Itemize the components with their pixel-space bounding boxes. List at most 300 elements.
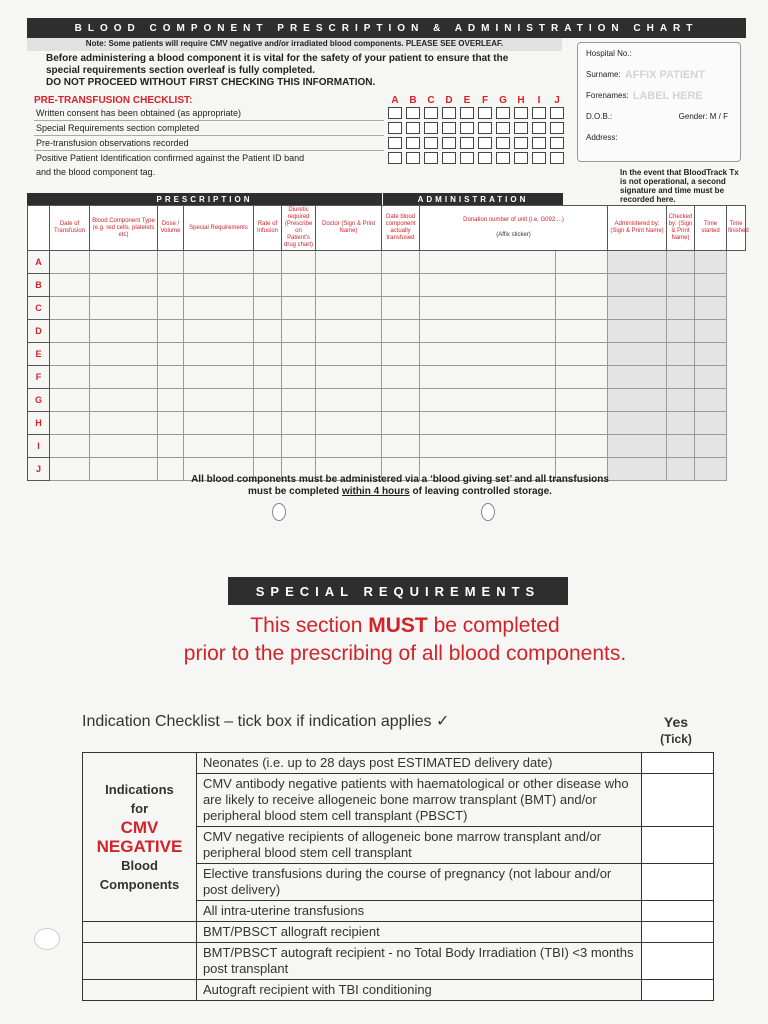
checklist-checkbox[interactable]	[442, 122, 456, 134]
entry-cell[interactable]	[282, 251, 316, 274]
entry-cell[interactable]	[556, 389, 608, 412]
column-header: Dose / Volume	[158, 206, 184, 251]
entry-cell[interactable]	[158, 251, 184, 274]
entry-cell[interactable]	[667, 435, 695, 458]
group-label: CMV	[120, 818, 159, 837]
entry-cell[interactable]	[608, 274, 667, 297]
column-header: Doctor (Sign & Print Name)	[316, 206, 382, 251]
entry-cell[interactable]	[382, 389, 420, 412]
entry-cell[interactable]	[382, 412, 420, 435]
checklist-checkbox[interactable]	[460, 122, 474, 134]
entry-cell[interactable]	[316, 297, 382, 320]
entry-cell[interactable]	[608, 251, 667, 274]
administration-band	[383, 193, 563, 205]
checklist-checkbox[interactable]	[406, 107, 420, 119]
punch-hole-icon	[34, 928, 60, 950]
entry-cell[interactable]	[282, 366, 316, 389]
entry-cell[interactable]	[382, 297, 420, 320]
entry-cell[interactable]	[184, 320, 254, 343]
prescription-band	[27, 193, 382, 205]
transfusion-row	[28, 366, 746, 389]
checklist-checkbox[interactable]	[532, 137, 546, 149]
entry-cell[interactable]	[50, 435, 90, 458]
column-header: Time started	[695, 206, 727, 251]
entry-cell[interactable]	[184, 274, 254, 297]
entry-cell[interactable]	[90, 274, 158, 297]
checklist-checkbox[interactable]	[532, 122, 546, 134]
checklist-checkbox[interactable]	[478, 137, 492, 149]
checklist-checkbox[interactable]	[478, 152, 492, 164]
entry-cell[interactable]	[90, 343, 158, 366]
indication-text: Neonates (i.e. up to 28 days post ESTIMATED delivery date)	[196, 753, 641, 774]
must-line-1	[110, 612, 700, 640]
entry-cell[interactable]	[184, 297, 254, 320]
checklist-letter: G	[499, 95, 507, 106]
entry-cell[interactable]	[608, 343, 667, 366]
checklist-checkbox[interactable]	[424, 137, 438, 149]
column-header: Checked by: (Sign & Print Name)	[667, 206, 695, 251]
yes-tick-header	[640, 714, 712, 748]
checklist-checkbox[interactable]	[478, 107, 492, 119]
entry-cell[interactable]	[316, 251, 382, 274]
entry-cell[interactable]	[316, 412, 382, 435]
checklist-checkbox[interactable]	[388, 107, 402, 119]
entry-cell[interactable]	[282, 435, 316, 458]
group-blank	[83, 943, 197, 980]
row-label: J	[28, 458, 50, 481]
entry-cell[interactable]	[695, 389, 727, 412]
checklist-checkbox[interactable]	[424, 107, 438, 119]
checklist-checkbox[interactable]	[532, 107, 546, 119]
group-label: Blood	[121, 858, 158, 873]
tick-box[interactable]	[642, 980, 714, 1001]
column-header: Date blood component actually transfused	[382, 206, 420, 251]
footer-part-c: of leaving controlled storage.	[409, 486, 552, 497]
entry-cell[interactable]	[608, 366, 667, 389]
entry-cell[interactable]	[158, 412, 184, 435]
transfusion-grid	[27, 205, 749, 481]
row-label: E	[28, 343, 50, 366]
entry-cell[interactable]	[90, 366, 158, 389]
footer-line-2	[110, 486, 690, 498]
indication-text: All intra-uterine transfusions	[196, 901, 641, 922]
checklist-checkbox[interactable]	[442, 152, 456, 164]
checklist-item-cont-label: and the blood component tag.	[36, 167, 156, 177]
entry-cell[interactable]	[50, 343, 90, 366]
group-blank	[83, 922, 197, 943]
checklist-checkbox[interactable]	[550, 122, 564, 134]
group-label: Components	[99, 877, 180, 892]
entry-cell[interactable]	[90, 320, 158, 343]
checklist-checkbox[interactable]	[406, 152, 420, 164]
tick-box[interactable]	[642, 753, 714, 774]
administration-footer	[110, 474, 690, 498]
row-label: I	[28, 435, 50, 458]
checklist-checkbox[interactable]	[406, 122, 420, 134]
address-label: Address:	[586, 133, 618, 142]
special-requirements-band	[228, 577, 568, 605]
tick-box[interactable]	[642, 922, 714, 943]
tick-box[interactable]	[642, 901, 714, 922]
entry-cell[interactable]	[556, 435, 608, 458]
entry-cell[interactable]	[382, 366, 420, 389]
hospital-no-label: Hospital No.:	[586, 49, 632, 58]
entry-cell[interactable]	[667, 412, 695, 435]
yes-label: Yes	[663, 714, 689, 730]
transfusion-row	[28, 389, 746, 412]
entry-cell[interactable]	[695, 366, 727, 389]
checklist-checkbox[interactable]	[514, 152, 528, 164]
entry-cell[interactable]	[420, 435, 556, 458]
checklist-checkbox[interactable]	[550, 152, 564, 164]
row-label: A	[28, 251, 50, 274]
entry-cell[interactable]	[667, 274, 695, 297]
address-field[interactable]	[578, 127, 740, 148]
entry-cell[interactable]	[556, 297, 608, 320]
checklist-item	[34, 121, 564, 136]
column-header: Rate of Infusion	[254, 206, 282, 251]
checklist-letter: H	[517, 95, 525, 106]
column-header: Time finished	[727, 206, 746, 251]
entry-cell[interactable]	[420, 297, 556, 320]
entry-cell[interactable]	[695, 435, 727, 458]
row-label: G	[28, 389, 50, 412]
entry-cell[interactable]	[50, 297, 90, 320]
checklist-letter: D	[445, 95, 453, 106]
checklist-checkbox[interactable]	[478, 122, 492, 134]
checklist-checkbox[interactable]	[496, 122, 510, 134]
entry-cell[interactable]	[184, 343, 254, 366]
entry-cell[interactable]	[695, 343, 727, 366]
entry-cell[interactable]	[184, 412, 254, 435]
overleaf-note-text: Note: Some patients will require CMV negative and/or irradiated blood components. PLEASE SEE OVERLEAF.	[85, 39, 504, 48]
chart-title-band	[27, 18, 746, 38]
checklist-letter: J	[554, 95, 560, 106]
must-part-a: This section	[250, 614, 369, 637]
checklist-title: PRE-TRANSFUSION CHECKLIST:	[34, 95, 193, 106]
checklist-item-continuation	[34, 165, 564, 179]
indication-checklist-title: Indication Checklist – tick box if indication applies ✓	[82, 713, 450, 730]
punch-hole-icon	[481, 503, 495, 521]
checklist-checkbox[interactable]	[424, 152, 438, 164]
entry-cell[interactable]	[50, 274, 90, 297]
punch-hole-icon	[272, 503, 286, 521]
warning-line-3: DO NOT PROCEED WITHOUT FIRST CHECKING THIS INFORMATION.	[46, 77, 376, 88]
entry-cell[interactable]	[420, 343, 556, 366]
checklist-letter: A	[391, 95, 399, 106]
must-part-c: be completed	[427, 614, 560, 637]
checklist-item-label: Pre-transfusion observations recorded	[34, 136, 384, 151]
entry-cell[interactable]	[158, 435, 184, 458]
checklist-item-label: Written consent has been obtained (as appropriate)	[34, 106, 384, 121]
hospital-no-field[interactable]	[578, 43, 740, 64]
column-header: Administered by: (Sign & Print Name)	[608, 206, 667, 251]
indication-text: Elective transfusions during the course of pregnancy (not labour and/or post delivery)	[196, 864, 641, 901]
group-label: for	[130, 801, 149, 816]
entry-cell[interactable]	[316, 320, 382, 343]
entry-cell[interactable]	[90, 412, 158, 435]
entry-cell[interactable]	[316, 343, 382, 366]
checklist-checkbox[interactable]	[514, 107, 528, 119]
entry-cell[interactable]	[184, 251, 254, 274]
checklist-rows	[34, 106, 564, 179]
entry-cell[interactable]	[254, 412, 282, 435]
checklist-letter: B	[409, 95, 417, 106]
forenames-field[interactable]	[578, 85, 740, 106]
entry-cell[interactable]	[158, 320, 184, 343]
dob-gender-field[interactable]	[578, 106, 740, 127]
tick-box[interactable]	[642, 774, 714, 827]
indication-row	[83, 980, 714, 1001]
group-label: NEGATIVE	[96, 837, 183, 856]
prescription-label: PRESCRIPTION	[156, 194, 253, 204]
checklist-checkbox[interactable]	[496, 137, 510, 149]
warning-line-2: special requirements section overleaf is fully completed.	[46, 65, 315, 76]
entry-cell[interactable]	[667, 389, 695, 412]
column-header	[420, 206, 608, 251]
entry-cell[interactable]	[282, 412, 316, 435]
checklist-checkbox[interactable]	[460, 107, 474, 119]
checklist-checkbox[interactable]	[424, 122, 438, 134]
entry-cell[interactable]	[667, 297, 695, 320]
checklist-item	[34, 106, 564, 121]
entry-cell[interactable]	[50, 389, 90, 412]
entry-cell[interactable]	[50, 320, 90, 343]
entry-cell[interactable]	[382, 320, 420, 343]
entry-cell[interactable]	[556, 320, 608, 343]
pre-transfusion-checklist	[34, 95, 564, 179]
entry-cell[interactable]	[282, 343, 316, 366]
label-here-text: LABEL HERE	[632, 89, 703, 102]
row-label: C	[28, 297, 50, 320]
surname-field[interactable]	[578, 64, 740, 85]
must-complete-notice	[110, 612, 700, 668]
entry-cell[interactable]	[382, 435, 420, 458]
entry-cell[interactable]	[158, 389, 184, 412]
group-blank	[83, 980, 197, 1001]
transfusion-row	[28, 343, 746, 366]
transfusion-row	[28, 435, 746, 458]
tick-box[interactable]	[642, 943, 714, 980]
checklist-checkbox[interactable]	[514, 137, 528, 149]
checklist-letter: F	[481, 95, 489, 106]
entry-cell[interactable]	[382, 251, 420, 274]
checklist-checkbox[interactable]	[388, 152, 402, 164]
dob-label: D.O.B.:	[586, 112, 613, 121]
special-requirements-title: SPECIAL REQUIREMENTS	[255, 583, 541, 599]
checklist-checkbox[interactable]	[442, 107, 456, 119]
entry-cell[interactable]	[420, 251, 556, 274]
entry-cell[interactable]	[254, 435, 282, 458]
entry-cell[interactable]	[90, 297, 158, 320]
entry-cell[interactable]	[158, 343, 184, 366]
tick-label: (Tick)	[660, 732, 692, 746]
indication-text: Autograft recipient with TBI conditioning	[196, 980, 641, 1001]
entry-cell[interactable]	[608, 389, 667, 412]
cmv-negative-group	[83, 753, 197, 922]
entry-cell[interactable]	[316, 274, 382, 297]
transfusion-row	[28, 251, 746, 274]
transfusion-row	[28, 297, 746, 320]
column-header: Diuretic required (Prescribe on Patient's drug chart)	[282, 206, 316, 251]
must-word: MUST	[368, 614, 428, 637]
checklist-letters	[388, 95, 564, 106]
checklist-checkbox[interactable]	[406, 137, 420, 149]
checklist-boxes	[384, 136, 564, 151]
surname-label: Surname:	[586, 70, 621, 79]
entry-cell[interactable]	[667, 320, 695, 343]
checklist-checkbox[interactable]	[442, 137, 456, 149]
entry-cell[interactable]	[695, 320, 727, 343]
checklist-boxes	[384, 106, 564, 121]
entry-cell[interactable]	[316, 435, 382, 458]
footer-line-1: All blood components must be administered via a ‘blood giving set’ and all transfusions	[191, 474, 609, 485]
must-line-2: prior to the prescribing of all blood components.	[183, 642, 627, 665]
entry-cell[interactable]	[316, 389, 382, 412]
checklist-letter: I	[537, 95, 541, 106]
checklist-boxes	[384, 121, 564, 136]
column-header: Special Requirements	[184, 206, 254, 251]
patient-label-box	[577, 42, 741, 162]
entry-cell[interactable]	[158, 297, 184, 320]
entry-cell[interactable]	[254, 297, 282, 320]
entry-cell[interactable]	[158, 274, 184, 297]
entry-cell[interactable]	[50, 251, 90, 274]
entry-cell[interactable]	[382, 343, 420, 366]
entry-cell[interactable]	[282, 274, 316, 297]
entry-cell[interactable]	[695, 274, 727, 297]
entry-cell[interactable]	[420, 412, 556, 435]
tick-box[interactable]	[642, 864, 714, 901]
entry-cell[interactable]	[158, 366, 184, 389]
entry-cell[interactable]	[556, 251, 608, 274]
entry-cell[interactable]	[254, 320, 282, 343]
checklist-letter: C	[427, 95, 435, 106]
checklist-item-label: Positive Patient Identification confirmed against the Patient ID band	[36, 153, 305, 163]
entry-cell[interactable]	[382, 274, 420, 297]
entry-cell[interactable]	[90, 389, 158, 412]
entry-cell[interactable]	[254, 343, 282, 366]
checklist-checkbox[interactable]	[388, 122, 402, 134]
donation-number-label: Donation number of unit (i.e. G092....)	[463, 217, 564, 223]
tick-box[interactable]	[642, 827, 714, 864]
entry-cell[interactable]	[184, 389, 254, 412]
forenames-label: Forenames:	[586, 91, 629, 100]
checklist-checkbox[interactable]	[532, 152, 546, 164]
indication-text: CMV negative recipients of allogeneic bone marrow transplant and/or peripheral blood stem cell transplant	[196, 827, 641, 864]
entry-cell[interactable]	[254, 274, 282, 297]
entry-cell[interactable]	[282, 297, 316, 320]
grid-corner	[28, 206, 50, 251]
entry-cell[interactable]	[556, 343, 608, 366]
entry-cell[interactable]	[90, 435, 158, 458]
entry-cell[interactable]	[695, 458, 727, 481]
row-label: H	[28, 412, 50, 435]
checklist-checkbox[interactable]	[550, 107, 564, 119]
overleaf-note	[27, 38, 562, 51]
checklist-checkbox[interactable]	[460, 152, 474, 164]
entry-cell[interactable]	[282, 389, 316, 412]
affix-sticker-label: (Affix sticker)	[496, 232, 531, 238]
group-label: Indications	[105, 782, 174, 797]
entry-cell[interactable]	[316, 366, 382, 389]
footer-4-hours: within 4 hours	[341, 486, 410, 497]
checklist-item-label: Special Requirements section completed	[34, 121, 384, 136]
entry-cell[interactable]	[50, 366, 90, 389]
checklist-checkbox[interactable]	[550, 137, 564, 149]
checklist-item	[34, 136, 564, 151]
checklist-letter: E	[463, 95, 471, 106]
entry-cell[interactable]	[608, 412, 667, 435]
indication-text: CMV antibody negative patients with haematological or other disease who are likely to receive allogeneic bone marrow transplant (BMT) and/or peripheral blood stem cell transplant (PBSCT)	[196, 774, 641, 827]
entry-cell[interactable]	[50, 458, 90, 481]
checklist-checkbox[interactable]	[388, 137, 402, 149]
administration-label: ADMINISTRATION	[417, 194, 529, 204]
column-header: Blood Component Type (e.g. red cells, platelets etc)	[90, 206, 158, 251]
entry-cell[interactable]	[254, 389, 282, 412]
entry-cell[interactable]	[90, 251, 158, 274]
entry-cell[interactable]	[420, 320, 556, 343]
entry-cell[interactable]	[608, 435, 667, 458]
transfusion-row	[28, 274, 746, 297]
entry-cell[interactable]	[556, 274, 608, 297]
entry-cell[interactable]	[608, 297, 667, 320]
indication-row	[83, 922, 714, 943]
entry-cell[interactable]	[254, 366, 282, 389]
indication-row	[83, 753, 714, 774]
entry-cell[interactable]	[420, 389, 556, 412]
row-label: F	[28, 366, 50, 389]
entry-cell[interactable]	[184, 366, 254, 389]
warning-line-1: Before administering a blood component it is vital for the safety of your patient to ensure that the	[46, 53, 509, 64]
checklist-checkbox[interactable]	[496, 152, 510, 164]
entry-cell[interactable]	[184, 435, 254, 458]
row-label: B	[28, 274, 50, 297]
checklist-item	[34, 151, 564, 165]
affix-patient-text: AFFIX PATIENT	[624, 68, 705, 81]
entry-cell[interactable]	[420, 274, 556, 297]
safety-warning	[46, 53, 576, 89]
indication-table	[82, 752, 714, 1001]
entry-cell[interactable]	[420, 366, 556, 389]
checklist-checkbox[interactable]	[514, 122, 528, 134]
entry-cell[interactable]	[556, 366, 608, 389]
entry-cell[interactable]	[667, 343, 695, 366]
bloodtrack-note: In the event that BloodTrack Tx is not operational, a second signature and time must be recorded here.	[620, 168, 739, 204]
checklist-checkbox[interactable]	[496, 107, 510, 119]
indication-text: BMT/PBSCT allograft recipient	[196, 922, 641, 943]
entry-cell[interactable]	[254, 251, 282, 274]
entry-cell[interactable]	[695, 297, 727, 320]
entry-cell[interactable]	[667, 366, 695, 389]
entry-cell[interactable]	[282, 320, 316, 343]
entry-cell[interactable]	[556, 412, 608, 435]
entry-cell[interactable]	[695, 412, 727, 435]
checklist-checkbox[interactable]	[460, 137, 474, 149]
indication-row	[83, 943, 714, 980]
footer-part-a: must be completed	[248, 486, 342, 497]
entry-cell[interactable]	[50, 412, 90, 435]
row-label: D	[28, 320, 50, 343]
chart-title: BLOOD COMPONENT PRESCRIPTION & ADMINISTRATION CHART	[74, 22, 699, 34]
transfusion-row	[28, 412, 746, 435]
column-header: Date of Transfusion	[50, 206, 90, 251]
indication-text: BMT/PBSCT autograft recipient - no Total Body Irradiation (TBI) <3 months post transplant	[196, 943, 641, 980]
entry-cell[interactable]	[695, 251, 727, 274]
entry-cell[interactable]	[667, 251, 695, 274]
checklist-boxes	[384, 151, 564, 165]
entry-cell[interactable]	[608, 320, 667, 343]
